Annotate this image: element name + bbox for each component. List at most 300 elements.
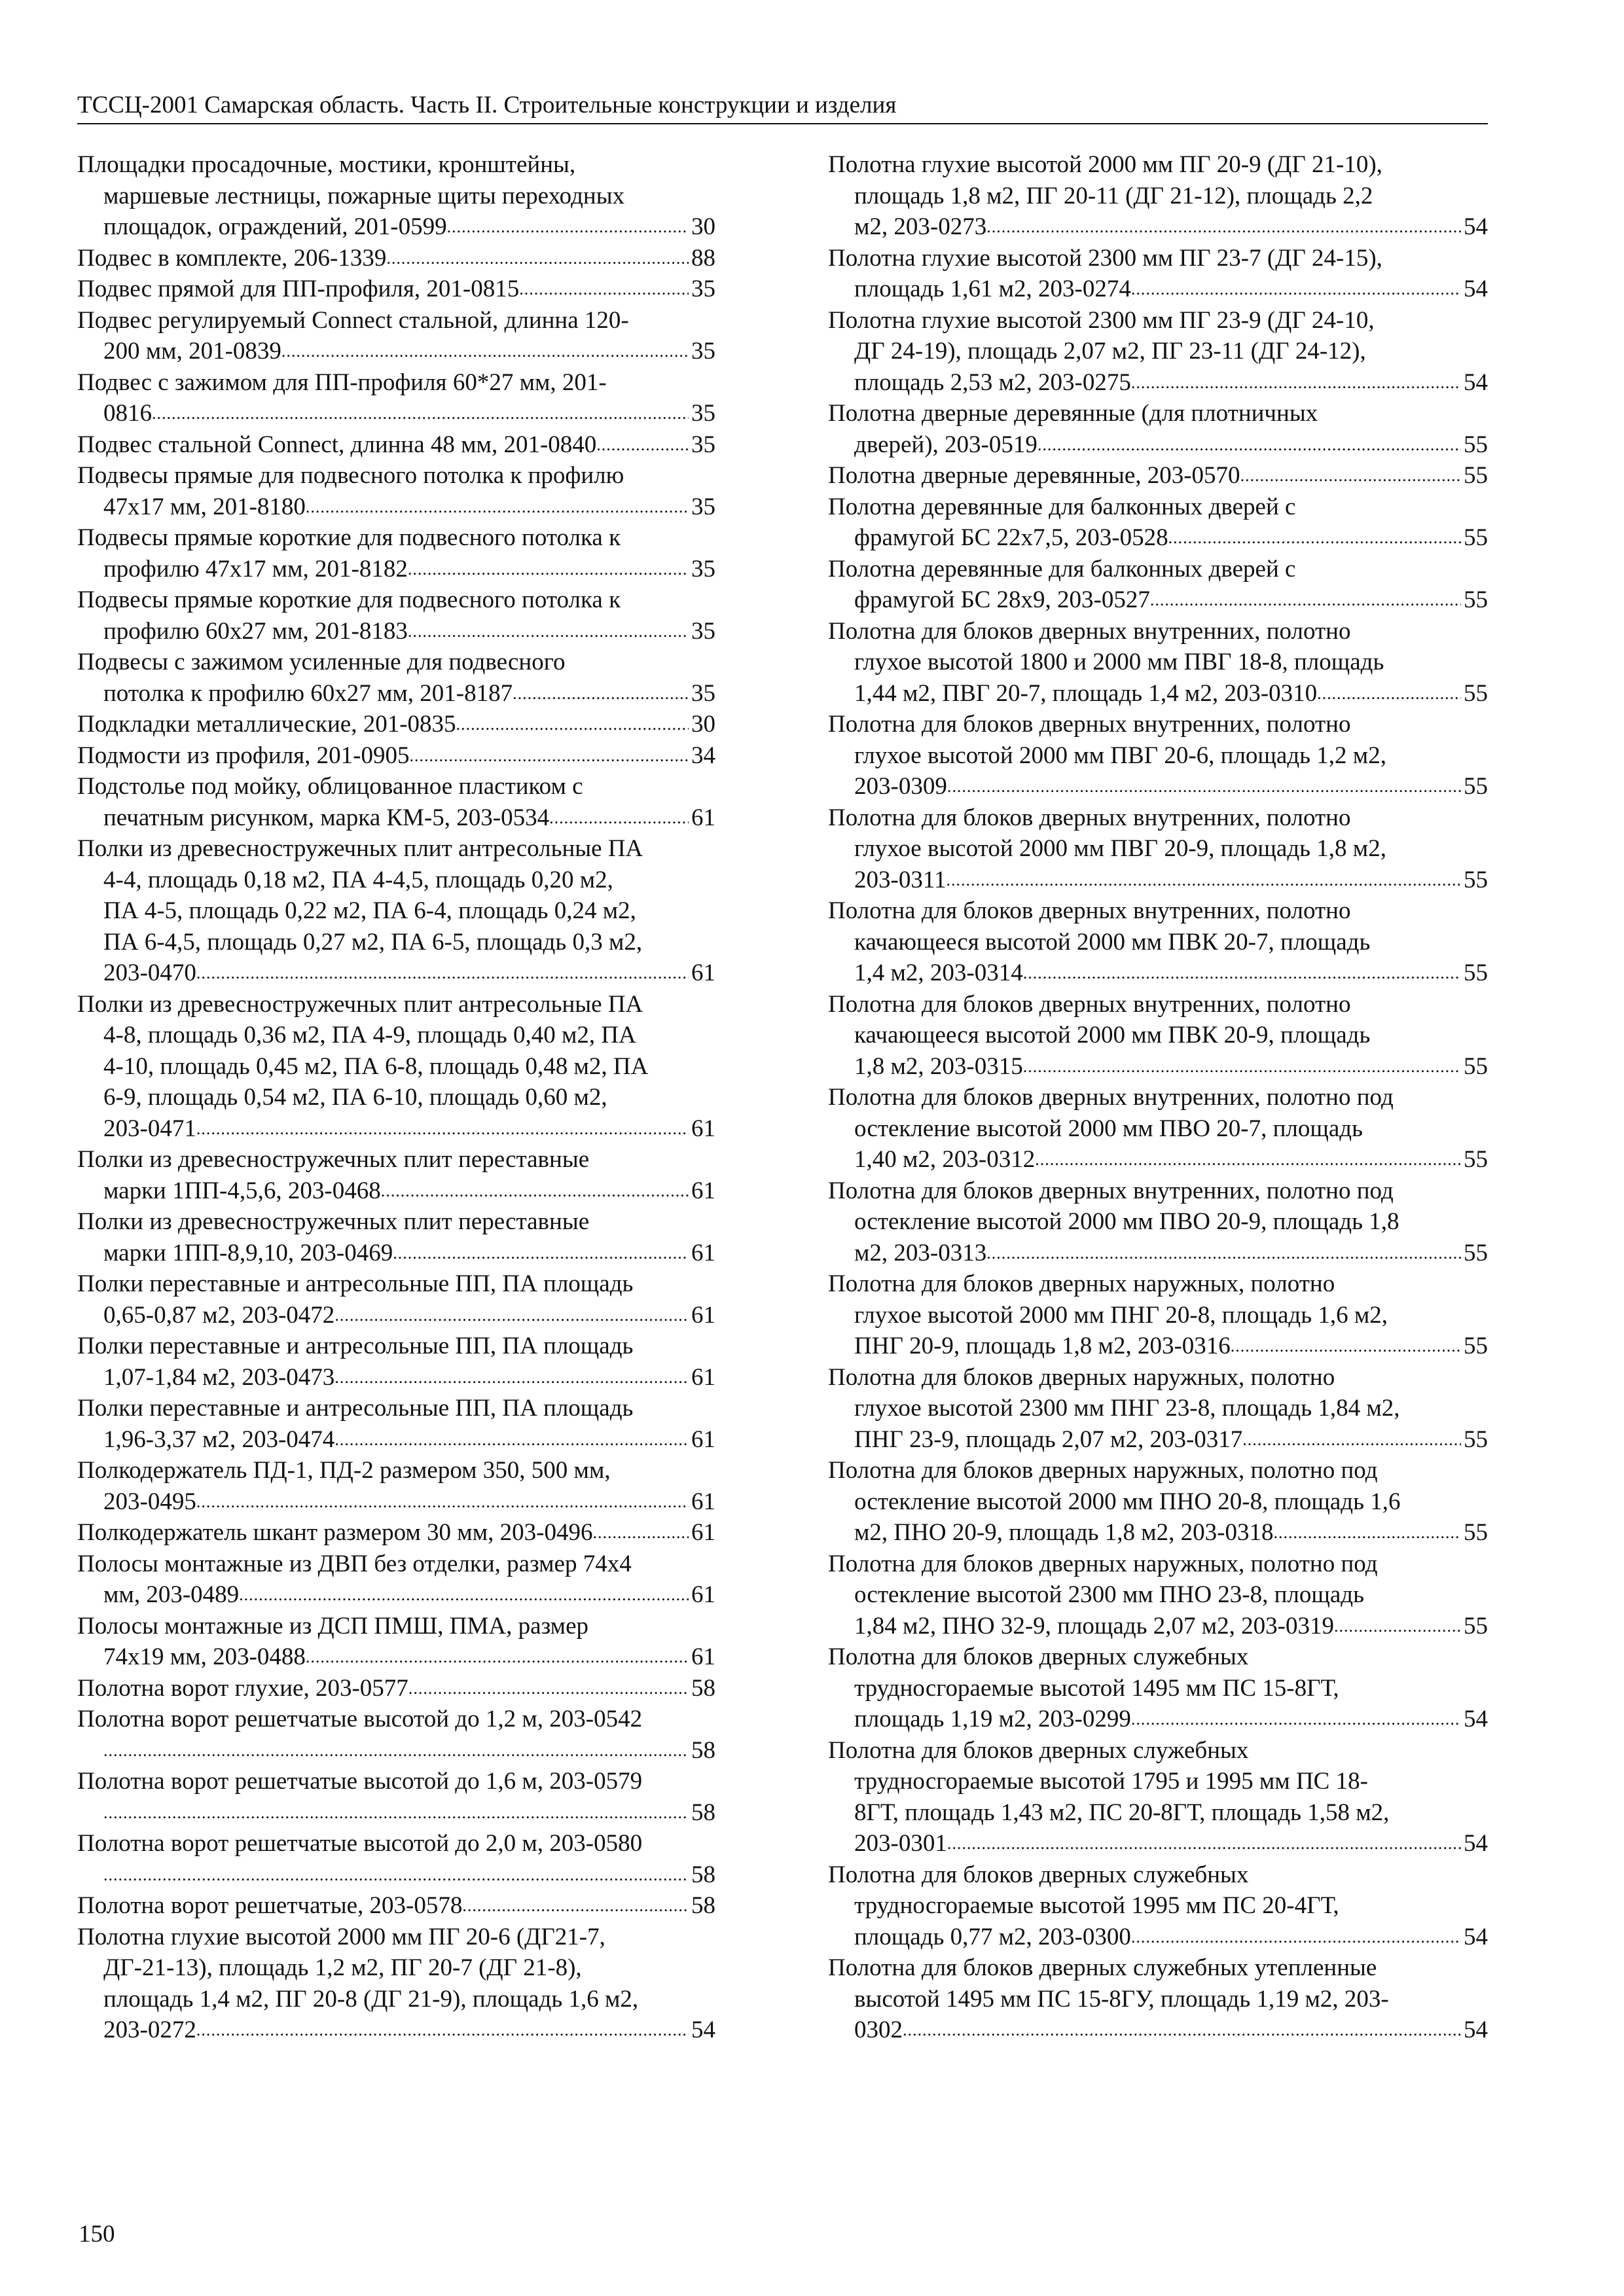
entry-text: марки 1ПП-8,9,10, 203-0469: [103, 1239, 393, 1266]
dot-leader: [1131, 274, 1461, 305]
entry-line: Полотна для блоков дверных внутренних, полотно: [828, 711, 1351, 738]
entry-page-number: 34: [691, 742, 715, 769]
entry-line: Полотна для блоков дверных наружных, полотно: [828, 1270, 1335, 1297]
entry-last-line: [828, 1331, 1488, 1362]
entry-line: Подвес регулируемый Connect стальной, длинна 120-: [77, 306, 629, 334]
entry-last-line: [77, 1579, 715, 1611]
entry-line: остекление высотой 2000 мм ПВО 20-9, площадь 1,8: [854, 1208, 1399, 1235]
entry-line: площадь 1,4 м2, ПГ 20-8 (ДГ 21-9), площадь 1,6 м2,: [103, 1985, 639, 2013]
entry-last-line: [828, 1517, 1488, 1549]
dot-leader: [1023, 1051, 1461, 1083]
entry-line: Полотна для блоков дверных служебных утепленные: [828, 1954, 1377, 1981]
entry-text: ПНГ 20-9, площадь 1,8 м2, 203-0316: [854, 1333, 1231, 1359]
entry-text: потолка к профилю 60х27 мм, 201-8187: [103, 679, 513, 707]
dot-leader: [947, 771, 1461, 802]
entry-page-number: 61: [691, 1115, 715, 1142]
index-entry: [828, 709, 1488, 802]
entry-page-number: 55: [1464, 1612, 1488, 1640]
entry-line: остекление высотой 2000 мм ПНО 20-8, площадь 1,6: [854, 1488, 1401, 1515]
dot-leader: [386, 243, 689, 274]
entry-page-number: 61: [691, 1239, 715, 1266]
entry-text: площадь 0,77 м2, 203-0300: [854, 1923, 1131, 1950]
entry-last-line: [828, 367, 1488, 399]
dot-leader: [903, 2015, 1461, 2046]
entry-page-number: 55: [1464, 773, 1488, 800]
entry-page-number: 54: [1464, 2017, 1488, 2043]
entry-page-number: 54: [1464, 1923, 1488, 1950]
entry-line: Полотна деревянные для балконных дверей с: [828, 555, 1296, 583]
index-entry: [828, 554, 1488, 616]
entry-last-line: [77, 1113, 715, 1145]
entry-last-line: [77, 1486, 715, 1518]
entry-line: Полотна для блоков дверных наружных, полотно под: [828, 1550, 1378, 1577]
entry-line: 8ГТ, площадь 1,43 м2, ПС 20-8ГТ, площадь 1,58 м2,: [854, 1799, 1390, 1826]
entry-line: Полотна деревянные для балконных дверей с: [828, 493, 1296, 520]
entry-line: площадь 1,8 м2, ПГ 20-11 (ДГ 21-12), площадь 2,2: [854, 182, 1373, 209]
entry-last-line: [77, 802, 715, 834]
dot-leader: [393, 1238, 689, 1269]
entry-last-line: [77, 616, 715, 647]
entry-page-number: 61: [691, 1426, 715, 1453]
entry-page-number: 61: [691, 804, 715, 831]
entry-page-number: 35: [691, 276, 715, 302]
entry-page-number: 58: [691, 1799, 715, 1826]
index-entry: [828, 989, 1488, 1083]
dot-leader: [596, 429, 689, 461]
dot-leader: [306, 492, 689, 523]
entry-line: качающееся высотой 2000 мм ПВК 20-9, площадь: [854, 1022, 1371, 1049]
entry-line: ДГ-21-13), площадь 1,2 м2, ПГ 20-7 (ДГ 21-8),: [103, 1954, 582, 1981]
entry-page-number: 55: [1464, 1426, 1488, 1453]
entry-line: 4-10, площадь 0,45 м2, ПА 6-8, площадь 0,48 м2, ПА: [103, 1052, 649, 1080]
entry-line: трудносгораемые высотой 1495 мм ПС 15-8ГТ,: [854, 1674, 1339, 1702]
dot-leader: [1035, 1144, 1461, 1175]
index-entry: [828, 305, 1488, 399]
entry-text: 1,40 м2, 203-0312: [854, 1146, 1036, 1173]
entry-page-number: 61: [691, 1519, 715, 1546]
entry-text: м2, 203-0273: [854, 213, 987, 240]
index-entry: [77, 1206, 715, 1268]
entry-text: 0302: [854, 2017, 903, 2043]
entry-last-line: [77, 211, 715, 243]
entry-last-line: [828, 1051, 1488, 1083]
entry-page-number: 35: [691, 400, 715, 427]
entry-text: 1,07-1,84 м2, 203-0473: [103, 1363, 335, 1391]
entry-last-line: [828, 865, 1488, 896]
dot-leader: [519, 274, 689, 305]
entry-page-number: 61: [691, 1581, 715, 1608]
entry-line: 6-9, площадь 0,54 м2, ПА 6-10, площадь 0,60 м2,: [103, 1084, 607, 1111]
entry-line: Полотна для блоков дверных служебных: [828, 1643, 1249, 1670]
entry-last-line: [77, 1424, 715, 1456]
index-entry: [77, 709, 715, 740]
dot-leader: [103, 1797, 689, 1829]
entry-line: глухое высотой 2000 мм ПВГ 20-9, площадь 1,8 м2,: [854, 835, 1386, 862]
dot-leader: [334, 1424, 689, 1456]
entry-text: 203-0495: [103, 1488, 196, 1515]
index-entry: [77, 1455, 715, 1517]
dot-leader: [1131, 1922, 1461, 1953]
entry-last-line: [828, 958, 1488, 989]
entry-text: профилю 60х27 мм, 201-8183: [103, 617, 408, 645]
entry-line: Полосы монтажные из ДВП без отделки, размер 74х4: [77, 1550, 632, 1577]
index-entry: [77, 149, 715, 243]
entry-last-line: [828, 1828, 1488, 1859]
index-entry: [828, 1362, 1488, 1456]
dot-leader: [281, 336, 689, 367]
index-entry: [828, 1859, 1488, 1953]
entry-line: трудносгораемые высотой 1995 мм ПС 20-4ГТ,: [854, 1892, 1339, 1919]
entry-page-number: 58: [691, 1861, 715, 1888]
entry-text: м2, ПНО 20-9, площадь 1,8 м2, 203-0318: [854, 1519, 1274, 1546]
index-entry: [828, 243, 1488, 305]
entry-text: 1,4 м2, 203-0314: [854, 960, 1023, 986]
entry-line: остекление высотой 2000 мм ПВО 20-7, площадь: [854, 1115, 1363, 1142]
entry-line: ПА 6-4,5, площадь 0,27 м2, ПА 6-5, площадь 0,3 м2,: [103, 928, 643, 956]
index-entry: [828, 1735, 1488, 1859]
entry-last-line: [77, 1238, 715, 1269]
index-entry: [828, 1082, 1488, 1175]
entry-last-line: [77, 1517, 715, 1549]
entry-line: глухое высотой 2300 мм ПНГ 23-8, площадь 1,84 м2,: [854, 1395, 1400, 1422]
dot-leader: [196, 2015, 689, 2046]
entry-text: дверей), 203-0519: [854, 431, 1038, 458]
dot-leader: [152, 398, 689, 429]
entry-last-line: [828, 429, 1488, 461]
dot-leader: [986, 1238, 1461, 1269]
entry-last-line: [77, 709, 715, 740]
entry-line: Полотна для блоков дверных наружных, полотно: [828, 1363, 1335, 1391]
entry-line: Полотна глухие высотой 2000 мм ПГ 20-9 (ДГ 21-10),: [828, 151, 1382, 178]
index-entry: [77, 1828, 715, 1890]
index-entry: [77, 460, 715, 522]
entry-line: 4-4, площадь 0,18 м2, ПА 4-4,5, площадь 0,20 м2,: [103, 866, 613, 893]
entry-line: Полотна глухие высотой 2300 мм ПГ 23-7 (ДГ 24-15),: [828, 244, 1382, 272]
entry-line: Полотна для блоков дверных внутренних, полотно под: [828, 1177, 1394, 1204]
entry-text: фрамугой БС 22х7,5, 203-0528: [854, 524, 1168, 551]
entry-page-number: 58: [691, 1892, 715, 1919]
entry-text: марки 1ПП-4,5,6, 203-0468: [103, 1177, 381, 1204]
entry-text: 203-0309: [854, 773, 947, 800]
entry-page-number: 54: [1464, 1830, 1488, 1857]
entry-page-number: 58: [691, 1736, 715, 1764]
entry-page-number: 35: [691, 679, 715, 707]
index-entry: [828, 1175, 1488, 1269]
entry-page-number: 35: [691, 617, 715, 645]
entry-line: 4-8, площадь 0,36 м2, ПА 4-9, площадь 0,40 м2, ПА: [103, 1022, 636, 1049]
entry-line: Полотна ворот решетчатые высотой до 2,0 м, 203-0580: [77, 1830, 643, 1857]
dot-leader: [462, 1890, 689, 1922]
dot-leader: [549, 802, 689, 834]
dot-leader: [103, 1735, 689, 1767]
entry-last-line: [77, 2015, 715, 2046]
index-entry: [77, 647, 715, 709]
entry-page-number: 61: [691, 1363, 715, 1391]
entry-text: 203-0470: [103, 960, 196, 986]
entry-last-line: [77, 678, 715, 709]
entry-last-line: [828, 1144, 1488, 1175]
index-entry: [77, 740, 715, 772]
entry-line: качающееся высотой 2000 мм ПВК 20-7, площадь: [854, 928, 1371, 956]
running-header: ТССЦ-2001 Самарская область. Часть II. Строительные конструкции и изделия: [77, 90, 1488, 124]
entry-line: Полкодержатель ПД-1, ПД-2 размером 350, 500 мм,: [77, 1457, 611, 1484]
dot-leader: [1023, 958, 1461, 989]
entry-text: 1,44 м2, ПВГ 20-7, площадь 1,4 м2, 203-0310: [854, 679, 1318, 707]
entry-line: Полотна для блоков дверных внутренних, полотно: [828, 617, 1351, 645]
entry-line: Полки из древесностружечных плит антресольные ПА: [77, 990, 643, 1018]
entry-line: высотой 1495 мм ПС 15-8ГУ, площадь 1,19 м2, 203-: [854, 1985, 1389, 2013]
index-entry: [828, 398, 1488, 460]
entry-line: глухое высотой 2000 мм ПНГ 20-8, площадь 1,6 м2,: [854, 1301, 1388, 1329]
entry-last-line: [828, 2015, 1488, 2046]
entry-text: 1,84 м2, ПНО 32-9, площадь 2,07 м2, 203-0319: [854, 1612, 1335, 1640]
entry-line: Подвесы с зажимом усиленные для подвесного: [77, 649, 566, 675]
entry-page-number: 35: [691, 338, 715, 365]
entry-line: Полки переставные и антресольные ПП, ПА площадь: [77, 1333, 634, 1359]
dot-leader: [946, 865, 1461, 896]
index-entry: [77, 1922, 715, 2046]
dot-leader: [103, 1859, 689, 1891]
entry-line: Подвесы прямые короткие для подвесного потолка к: [77, 524, 621, 551]
entry-text: Полотна дверные деревянные, 203-0570: [828, 462, 1240, 489]
entry-last-line: [77, 336, 715, 367]
entry-line: трудносгораемые высотой 1795 и 1995 мм ПС 18-: [854, 1768, 1368, 1795]
index-column-left: [77, 149, 715, 2046]
dot-leader: [1150, 584, 1461, 616]
entry-last-line: [77, 958, 715, 989]
entry-page-number: 55: [1464, 960, 1488, 986]
entry-page-number: 55: [1464, 462, 1488, 489]
entry-line: Полотна дверные деревянные (для плотничных: [828, 400, 1318, 427]
index-entry: [77, 522, 715, 584]
entry-last-line: [77, 1673, 715, 1704]
entry-line: Полотна для блоков дверных внутренних, полотно: [828, 990, 1351, 1018]
entry-page-number: 35: [691, 431, 715, 458]
entry-page-number: 55: [1464, 524, 1488, 551]
entry-last-line: [77, 1859, 715, 1891]
entry-last-line: [77, 554, 715, 585]
entry-last-line: [828, 274, 1488, 305]
entry-line: Подвес с зажимом для ПП-профиля 60*27 мм, 201-: [77, 368, 607, 396]
entry-page-number: 58: [691, 1674, 715, 1702]
dot-leader: [408, 616, 689, 647]
entry-line: Полосы монтажные из ДСП ПМШ, ПМА, размер: [77, 1612, 588, 1640]
dot-leader: [196, 1113, 689, 1145]
entry-line: Полотна для блоков дверных внутренних, полотно: [828, 804, 1351, 831]
entry-page-number: 55: [1464, 1333, 1488, 1359]
entry-text: Подмости из профиля, 201-0905: [77, 742, 410, 769]
index-entry: [828, 1268, 1488, 1362]
index-entry: [828, 492, 1488, 554]
dot-leader: [1240, 460, 1461, 492]
entry-last-line: [828, 1704, 1488, 1735]
index-entry: [77, 243, 715, 274]
entry-page-number: 54: [691, 2017, 715, 2043]
entry-line: Подстолье под мойку, облицованное пластиком с: [77, 773, 583, 800]
entry-text: 1,96-3,37 м2, 203-0474: [103, 1426, 335, 1453]
entry-line: Полки переставные и антресольные ПП, ПА площадь: [77, 1270, 634, 1297]
entry-line: Полотна глухие высотой 2300 мм ПГ 23-9 (ДГ 24-10,: [828, 306, 1375, 334]
dot-leader: [1242, 1424, 1461, 1456]
dot-leader: [1168, 522, 1461, 554]
entry-page-number: 35: [691, 493, 715, 520]
entry-line: ПА 4-5, площадь 0,22 м2, ПА 6-4, площадь 0,24 м2,: [103, 897, 636, 924]
entry-line: Полотна для блоков дверных внутренних, полотно под: [828, 1084, 1394, 1111]
dot-leader: [196, 958, 689, 989]
entry-page-number: 55: [1464, 1052, 1488, 1080]
index-entry: [77, 1890, 715, 1922]
dot-leader: [1334, 1611, 1461, 1642]
entry-page-number: 54: [1464, 368, 1488, 396]
entry-text: 1,8 м2, 203-0315: [854, 1052, 1023, 1080]
entry-page-number: 55: [1464, 586, 1488, 613]
entry-page-number: 54: [1464, 213, 1488, 240]
entry-text: печатным рисунком, марка КМ-5, 203-0534: [103, 804, 550, 831]
entry-last-line: [828, 1922, 1488, 1953]
entry-last-line: [77, 740, 715, 772]
index-entry: [828, 1952, 1488, 2046]
entry-text: 203-0272: [103, 2017, 196, 2043]
entry-line: ДГ 24-19), площадь 2,07 м2, ПГ 23-11 (ДГ 24-12),: [854, 338, 1366, 365]
entry-text: 47х17 мм, 201-8180: [103, 493, 306, 520]
entry-last-line: [828, 771, 1488, 802]
dot-leader: [306, 1641, 689, 1673]
entry-text: площадь 1,19 м2, 203-0299: [854, 1706, 1131, 1732]
index-entry: [77, 1611, 715, 1673]
dot-leader: [1038, 429, 1461, 461]
entry-text: Полкодержатель шкант размером 30 мм, 203-0496: [77, 1519, 593, 1546]
dot-leader: [381, 1175, 689, 1207]
index-entry: [77, 1549, 715, 1611]
index-entry: [77, 274, 715, 305]
entry-text: мм, 203-0489: [103, 1581, 240, 1608]
entry-page-number: 35: [691, 555, 715, 583]
index-entry: [77, 771, 715, 833]
entry-page-number: 61: [691, 960, 715, 986]
index-entry: [77, 1331, 715, 1393]
entry-line: Полки переставные и антресольные ПП, ПА площадь: [77, 1395, 634, 1422]
entry-text: 74х19 мм, 203-0488: [103, 1643, 306, 1670]
entry-page-number: 61: [691, 1488, 715, 1515]
entry-page-number: 55: [1464, 1239, 1488, 1266]
entry-page-number: 55: [1464, 431, 1488, 458]
index-column-right: [828, 149, 1488, 2046]
dot-leader: [1131, 367, 1461, 399]
dot-leader: [239, 1579, 689, 1611]
index-entry: [77, 429, 715, 461]
entry-last-line: [828, 678, 1488, 709]
entry-page-number: 54: [1464, 276, 1488, 302]
index-entry: [828, 1641, 1488, 1735]
index-entry: [77, 1673, 715, 1704]
entry-text: Подвес прямой для ПП-профиля, 201-0815: [77, 276, 520, 302]
entry-page-number: 61: [691, 1177, 715, 1204]
entry-last-line: [77, 274, 715, 305]
dot-leader: [447, 211, 689, 243]
dot-leader: [334, 1362, 689, 1393]
entry-text: Подвес стальной Connect, длинна 48 мм, 201-0840: [77, 431, 597, 458]
index-entry: [77, 1268, 715, 1331]
dot-leader: [947, 1828, 1461, 1859]
entry-text: Полотна ворот решетчатые, 203-0578: [77, 1892, 463, 1919]
entry-text: Полотна ворот глухие, 203-0577: [77, 1674, 408, 1702]
entry-line: Полотна для блоков дверных наружных, полотно под: [828, 1457, 1378, 1484]
entry-text: профилю 47х17 мм, 201-8182: [103, 555, 408, 583]
entry-text: площадь 1,61 м2, 203-0274: [854, 276, 1131, 302]
entry-text: площадь 2,53 м2, 203-0275: [854, 368, 1131, 396]
entry-last-line: [77, 1362, 715, 1393]
entry-text: фрамугой БС 28х9, 203-0527: [854, 586, 1150, 613]
index-entry: [77, 1704, 715, 1766]
entry-last-line: [77, 1175, 715, 1207]
entry-text: 0,65-0,87 м2, 203-0472: [103, 1301, 335, 1329]
entry-last-line: [77, 1300, 715, 1331]
index-entry: [828, 895, 1488, 989]
index-entry: [77, 1393, 715, 1455]
entry-last-line: [77, 1735, 715, 1767]
entry-text: площадок, ограждений, 201-0599: [103, 213, 447, 240]
entry-line: Полки из древесностружечных плит переставные: [77, 1146, 590, 1173]
entry-line: Полотна глухие высотой 2000 мм ПГ 20-6 (ДГ21-7,: [77, 1923, 605, 1950]
index-entry: [828, 802, 1488, 896]
entry-line: Полки из древесностружечных плит переставные: [77, 1208, 590, 1235]
entry-line: Площадки просадочные, мостики, кронштейны,: [77, 151, 576, 178]
dot-leader: [1274, 1517, 1461, 1549]
entry-last-line: [828, 1424, 1488, 1456]
index-entry: [77, 1766, 715, 1828]
entry-line: маршевые лестницы, пожарные щиты переходных: [103, 182, 625, 209]
entry-last-line: [828, 522, 1488, 554]
dot-leader: [513, 678, 689, 709]
index-entry: [828, 460, 1488, 492]
entry-page-number: 30: [691, 213, 715, 240]
page-number: 150: [79, 2221, 115, 2248]
entry-last-line: [77, 398, 715, 429]
entry-last-line: [828, 584, 1488, 616]
entry-last-line: [77, 1797, 715, 1829]
index-entry: [77, 305, 715, 367]
index-entry: [77, 989, 715, 1145]
entry-text: 200 мм, 201-0839: [103, 338, 281, 365]
entry-line: глухое высотой 1800 и 2000 мм ПВГ 18-8, площадь: [854, 649, 1384, 675]
entry-last-line: [828, 1611, 1488, 1642]
entry-last-line: [77, 243, 715, 274]
entry-line: Полотна для блоков дверных служебных: [828, 1736, 1249, 1764]
dot-leader: [986, 211, 1461, 243]
entry-last-line: [828, 211, 1488, 243]
index-entry: [828, 616, 1488, 709]
entry-line: Полотна ворот решетчатые высотой до 1,2 м, 203-0542: [77, 1706, 643, 1732]
index-entry: [828, 149, 1488, 243]
index-entry: [77, 367, 715, 429]
entry-text: Подкладки металлические, 201-0835: [77, 711, 456, 738]
index-entry: [77, 833, 715, 989]
entry-page-number: 30: [691, 711, 715, 738]
entry-text: Подвес в комплекте, 206-1339: [77, 244, 387, 272]
entry-line: Полотна для блоков дверных служебных: [828, 1861, 1249, 1888]
dot-leader: [408, 554, 689, 585]
entry-last-line: [77, 1890, 715, 1922]
entry-page-number: 61: [691, 1301, 715, 1329]
entry-page-number: 55: [1464, 1146, 1488, 1173]
entry-text: 203-0311: [854, 866, 947, 893]
entry-text: 0816: [103, 400, 152, 427]
entry-line: Подвесы прямые для подвесного потолка к профилю: [77, 462, 624, 489]
entry-page-number: 61: [691, 1643, 715, 1670]
entry-last-line: [828, 460, 1488, 492]
index-entry: [77, 1517, 715, 1549]
entry-line: остекление высотой 2300 мм ПНО 23-8, площадь: [854, 1581, 1365, 1608]
